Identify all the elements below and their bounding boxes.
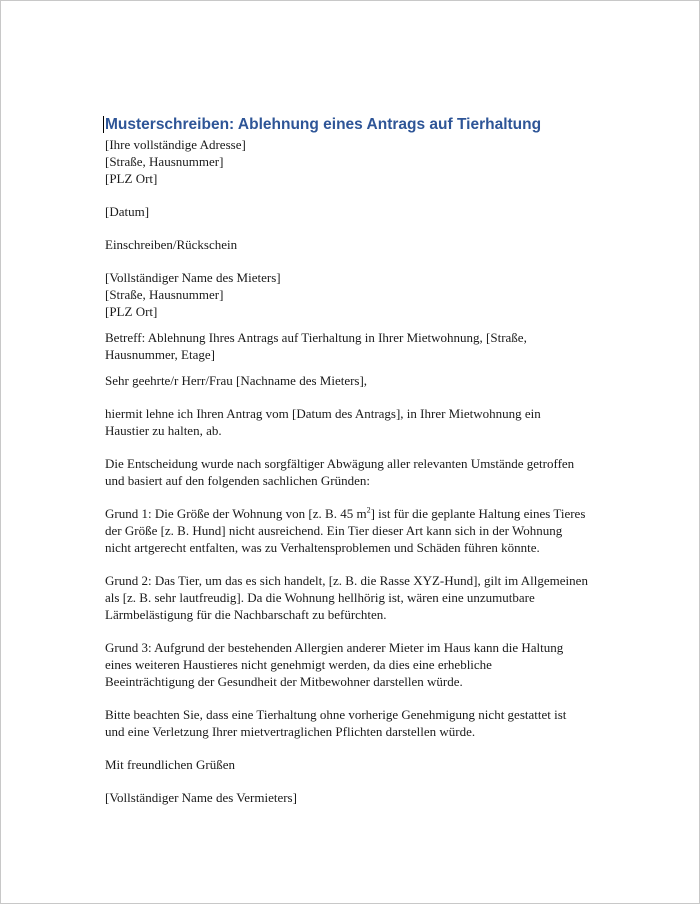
paragraph-line: [105, 505, 585, 522]
subject-text-line: Betreff: Ablehnung Ihres Antrags auf Tierhaltung in Ihrer Mietwohnung, [Straße,: [105, 330, 527, 345]
paragraph-line: der Größe [z. B. Hund] nicht ausreichend. Ein Tier dieser Art kann sich in der Wohnung: [105, 523, 563, 538]
paragraph-line: Die Entscheidung wurde nach sorgfältiger Abwägung aller relevanten Umstände getroffen: [105, 456, 575, 471]
superscript-two: 2: [366, 505, 371, 515]
paragraph-line: Haustier zu halten, ab.: [105, 423, 222, 438]
subject-text-line: Hausnummer, Etage]: [105, 347, 215, 362]
paragraph-line: Beeinträchtigung der Gesundheit der Mitbewohner darstellen würde.: [105, 674, 463, 689]
reason-2-paragraph: [105, 572, 588, 623]
sender-street: [Straße, Hausnummer]: [105, 154, 224, 169]
paragraph-line: hiermit lehne ich Ihren Antrag vom [Datum des Antrags], in Ihrer Mietwohnung ein: [105, 406, 541, 421]
text-cursor: [103, 116, 104, 133]
sender-city: [PLZ Ort]: [105, 171, 158, 186]
document-title: Musterschreiben: Ablehnung eines Antrags auf Tierhaltung: [105, 116, 542, 133]
recipient-street: [Straße, Hausnummer]: [105, 287, 224, 302]
paragraph-line: Lärmbelästigung für die Nachbarschaft zu befürchten.: [105, 607, 387, 622]
paragraph-line: und basiert auf den folgenden sachlichen Gründen:: [105, 473, 370, 488]
reason-3-paragraph: [105, 639, 585, 690]
paragraph-line: nicht artgerecht entfalten, was zu Verhaltensproblemen und Schäden führen könnte.: [105, 540, 540, 555]
closing: Mit freundlichen Grüßen: [105, 757, 235, 772]
document-body[interactable]: [105, 114, 588, 806]
reason-1-paragraph: [105, 505, 585, 556]
paragraph-line: Grund 3: Aufgrund der bestehenden Allergien anderer Mieter im Haus kann die Haltung: [105, 640, 564, 655]
reason-1-text-start: Grund 1: Die Größe der Wohnung von [z. B. 45 m: [105, 506, 367, 521]
paragraph-line: und eine Verletzung Ihrer mietvertraglichen Pflichten darstellen würde.: [105, 724, 476, 739]
paragraph-line: Bitte beachten Sie, dass eine Tierhaltung ohne vorherige Genehmigung nicht gestattet ist: [105, 707, 567, 722]
paragraph-line: eines weiteren Haustieres nicht genehmigt werden, da dies eine erhebliche: [105, 657, 492, 672]
recipient-name: [Vollständiger Name des Mieters]: [105, 270, 281, 285]
paragraph-line: als [z. B. sehr lautfreudig]. Da die Wohnung hellhörig ist, wären eine unzumutbare: [105, 590, 535, 605]
letter-date: [Datum]: [105, 204, 150, 219]
reason-1-text-end: ] ist für die geplante Haltung eines Tieres: [370, 506, 586, 521]
subject-line: [105, 329, 585, 363]
sender-address: [Ihre vollständige Adresse]: [105, 137, 246, 152]
paragraph-line: Grund 2: Das Tier, um das es sich handelt, [z. B. die Rasse XYZ-Hund], gilt im Allgemeinen: [105, 573, 588, 588]
sender-address-block: [105, 136, 585, 187]
intro-paragraph: [105, 405, 585, 439]
decision-paragraph: [105, 455, 585, 489]
salutation: Sehr geehrte/r Herr/Frau [Nachname des Mieters],: [105, 373, 368, 388]
recipient-city: [PLZ Ort]: [105, 304, 158, 319]
delivery-method: Einschreiben/Rückschein: [105, 237, 238, 252]
recipient-address-block: [105, 269, 585, 320]
note-paragraph: [105, 706, 585, 740]
signature: [Vollständiger Name des Vermieters]: [105, 790, 297, 805]
